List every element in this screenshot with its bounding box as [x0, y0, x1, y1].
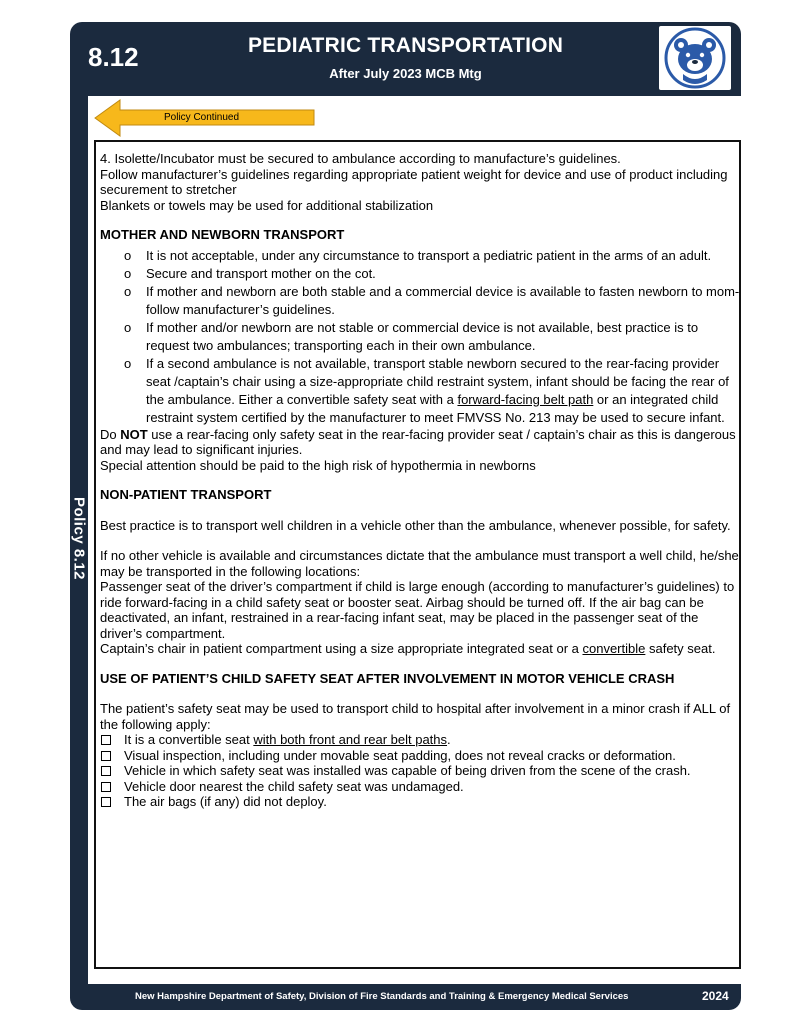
belt-paths-text: with both front and rear belt paths: [253, 732, 448, 747]
crash-heading: USE OF PATIENT’S CHILD SAFETY SEAT AFTER INVOLVEMENT IN MOTOR VEHICLE CRASH: [100, 670, 675, 686]
list-item: o Secure and transport mother on the cot.: [124, 265, 376, 281]
convertible-text: convertible: [582, 641, 646, 656]
isolette-line-3: Blankets or towels may be used for additional stabilization: [100, 197, 434, 213]
hypothermia-paragraph: Special attention should be paid to the high risk of hypothermia in newborns: [100, 457, 536, 473]
bullet-circle-icon: o: [124, 355, 132, 371]
list-item: The air bags (if any) did not deploy.: [100, 794, 742, 810]
checkbox-square-icon: [101, 782, 111, 792]
list-item: o If a second ambulance is not available, transport stable newborn secured to the rear-facing provider seat /captain’s chair using a size-appropriate child restraint system, infant should be facing the rear of the ambulance. Either a convertible safety seat with a forward-facing belt path or an integrated child restraint system certified by the manufacturer to meet FMVSS No. 213 may be used to secure infant.: [124, 355, 729, 425]
list-item: Vehicle in which safety seat was installed was capable of being driven from the scene of the crash.: [100, 763, 742, 779]
checkbox-square-icon: [101, 735, 111, 745]
forward-facing-belt-path-text: forward-facing belt path: [457, 391, 594, 407]
checkbox-square-icon: [101, 766, 111, 776]
checkbox-square-icon: [101, 751, 111, 761]
isolette-line-2: Follow manufacturer’s guidelines regarding appropriate patient weight for device and use of product including securement to stretcher: [100, 166, 728, 197]
non-patient-paragraph-4: Captain’s chair in patient compartment using a size appropriate integrated seat or a convertible safety seat.: [100, 641, 716, 656]
crash-checklist: [100, 732, 742, 810]
crash-intro: The patient’s safety seat may be used to transport child to hospital after involvement in a minor crash if ALL of the following apply:: [100, 701, 731, 732]
page-subtitle: After July 2023 MCB Mtg: [329, 66, 482, 81]
bullet-circle-icon: o: [124, 265, 132, 281]
list-item: o If mother and/or newborn are not stable or commercial device is not available, best practice is to request two ambulances; transporting each in their own ambulance.: [124, 319, 699, 353]
bullet-circle-icon: o: [124, 247, 132, 263]
policy-content: [100, 151, 742, 810]
header: [70, 22, 741, 96]
side-label-text: Policy 8.12: [70, 496, 88, 581]
non-patient-paragraph-1: Best practice is to transport well children in a vehicle other than the ambulance, whenever possible, for safety.: [100, 517, 731, 533]
list-item: Vehicle door nearest the child safety seat was undamaged.: [100, 779, 742, 795]
mother-newborn-list: [100, 247, 742, 427]
list-item: o It is not acceptable, under any circumstance to transport a pediatric patient in the arms of an adult.: [124, 247, 712, 263]
isolette-line-1: 4. Isolette/Incubator must be secured to ambulance according to manufacture’s guidelines.: [100, 151, 621, 166]
footer-text: New Hampshire Department of Safety, Division of Fire Standards and Training & Emergency Medical Services: [135, 991, 629, 1002]
bullet-circle-icon: o: [124, 319, 132, 335]
non-patient-heading: NON-PATIENT TRANSPORT: [100, 487, 272, 502]
checkbox-square-icon: [101, 797, 111, 807]
policy-number: 8.12: [88, 42, 139, 72]
non-patient-paragraph-3: Passenger seat of the driver’s compartment if child is large enough (according to manufacturer’s guidelines) to ride forward-facing in a child safety seat or booster seat. Airbag should be turned off. If the air bag can be deactivated, an infant, restrained in a rear-facing infant seat, may be placed in the passenger seat of the driver’s compartment.: [100, 579, 735, 641]
do-not-paragraph: Do NOT use a rear-facing only safety seat in the rear-facing provider seat / captain’s chair as this is dangerous and may lead to significant injuries.: [100, 426, 736, 457]
bullet-circle-icon: o: [124, 283, 132, 299]
non-patient-paragraph-2: If no other vehicle is available and circumstances dictate that the ambulance must transport a well child, he/she may be transported in the following locations:: [100, 548, 739, 579]
side-label: [70, 470, 88, 620]
list-item: It is a convertible seat with both front and rear belt paths.: [100, 732, 742, 748]
list-item: Visual inspection, including under movable seat padding, does not reveal cracks or deformation.: [100, 748, 742, 764]
policy-continued-label: Policy Continued: [164, 112, 240, 123]
footer-year: 2024: [702, 989, 729, 1003]
page-title: PEDIATRIC TRANSPORTATION: [247, 34, 564, 57]
teddy-bear-icon: [659, 26, 731, 90]
list-item: o If mother and newborn are both stable and a commercial device is available to fasten newborn to mom- follow manufacturer’s guidelines.: [124, 283, 740, 317]
mother-newborn-heading: MOTHER AND NEWBORN TRANSPORT: [100, 227, 345, 242]
